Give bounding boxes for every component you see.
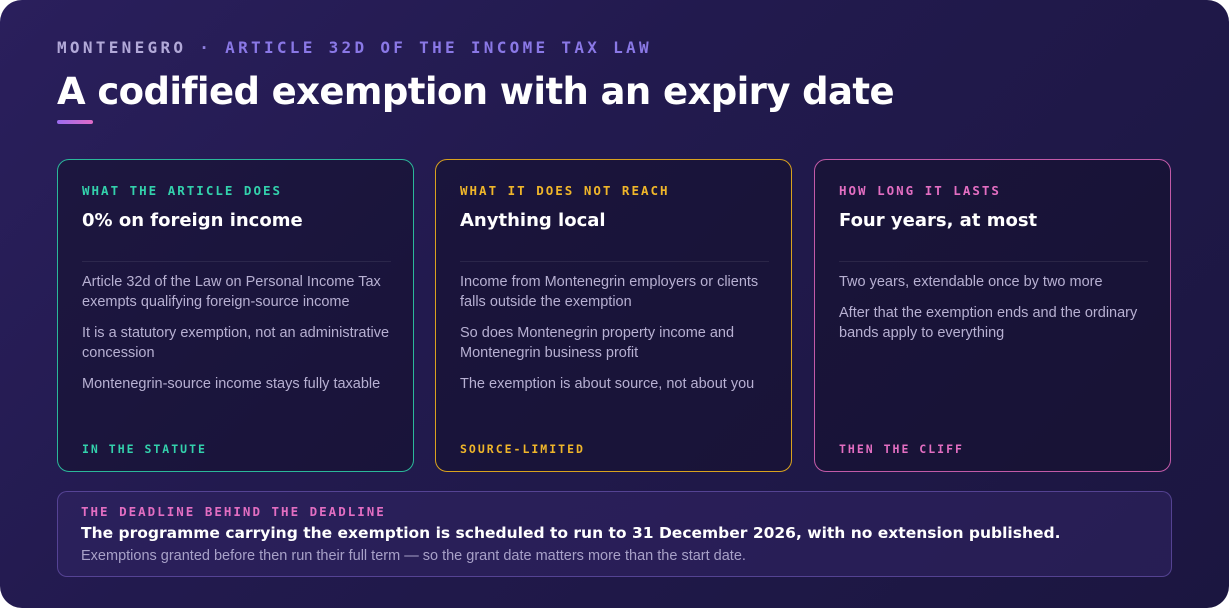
- card-point: Article 32d of the Law on Personal Income Tax exempts qualifying foreign-source income: [82, 274, 381, 310]
- card-divider: [460, 261, 769, 262]
- card-heading: Four years, at most: [839, 210, 1038, 231]
- eyebrow-country: MONTENEGRO: [57, 38, 187, 57]
- card-heading: Anything local: [460, 210, 606, 231]
- banner-kicker: THE DEADLINE BEHIND THE DEADLINE: [81, 504, 386, 519]
- title-accent-bar: [57, 120, 93, 124]
- banner-sub-text: Exemptions granted before then run their full term — so the grant date matters more than the start date.: [81, 548, 746, 564]
- card-points: [839, 272, 1157, 354]
- card-points: [82, 272, 400, 405]
- card-divider: [839, 261, 1148, 262]
- card-footer-tag: SOURCE-LIMITED: [460, 442, 585, 456]
- card-point: The exemption is about source, not about you: [460, 376, 755, 392]
- card-point: After that the exemption ends and the ordinary bands apply to everything: [839, 305, 1138, 341]
- card-kicker: WHAT THE ARTICLE DOES: [82, 183, 283, 198]
- page-title: A codified exemption with an expiry date: [57, 70, 894, 113]
- card-footer-tag: THEN THE CLIFF: [839, 442, 964, 456]
- card-divider: [82, 261, 391, 262]
- card-point: Montenegrin-source income stays fully taxable: [82, 376, 381, 392]
- card-how-long-it-lasts: [814, 159, 1171, 472]
- card-heading: 0% on foreign income: [82, 210, 303, 231]
- card-kicker: WHAT IT DOES NOT REACH: [460, 183, 670, 198]
- eyebrow-separator: ·: [199, 38, 213, 57]
- card-footer-tag: IN THE STATUTE: [82, 442, 207, 456]
- card-kicker: HOW LONG IT LASTS: [839, 183, 1001, 198]
- card-point: Two years, extendable once by two more: [839, 274, 1103, 290]
- banner-main-text: The programme carrying the exemption is scheduled to run to 31 December 2026, with no extension published.: [81, 524, 1061, 542]
- deadline-banner: [57, 491, 1172, 577]
- card-point: So does Montenegrin property income and Montenegrin business profit: [460, 325, 735, 361]
- eyebrow: [57, 38, 652, 57]
- card-point: It is a statutory exemption, not an administrative concession: [82, 325, 390, 361]
- card-what-it-does-not-reach: [435, 159, 792, 472]
- card-points: [460, 272, 778, 405]
- card-what-the-article-does: [57, 159, 414, 472]
- eyebrow-article: ARTICLE 32D OF THE INCOME TAX LAW: [225, 38, 652, 57]
- card-point: Income from Montenegrin employers or clients falls outside the exemption: [460, 274, 759, 310]
